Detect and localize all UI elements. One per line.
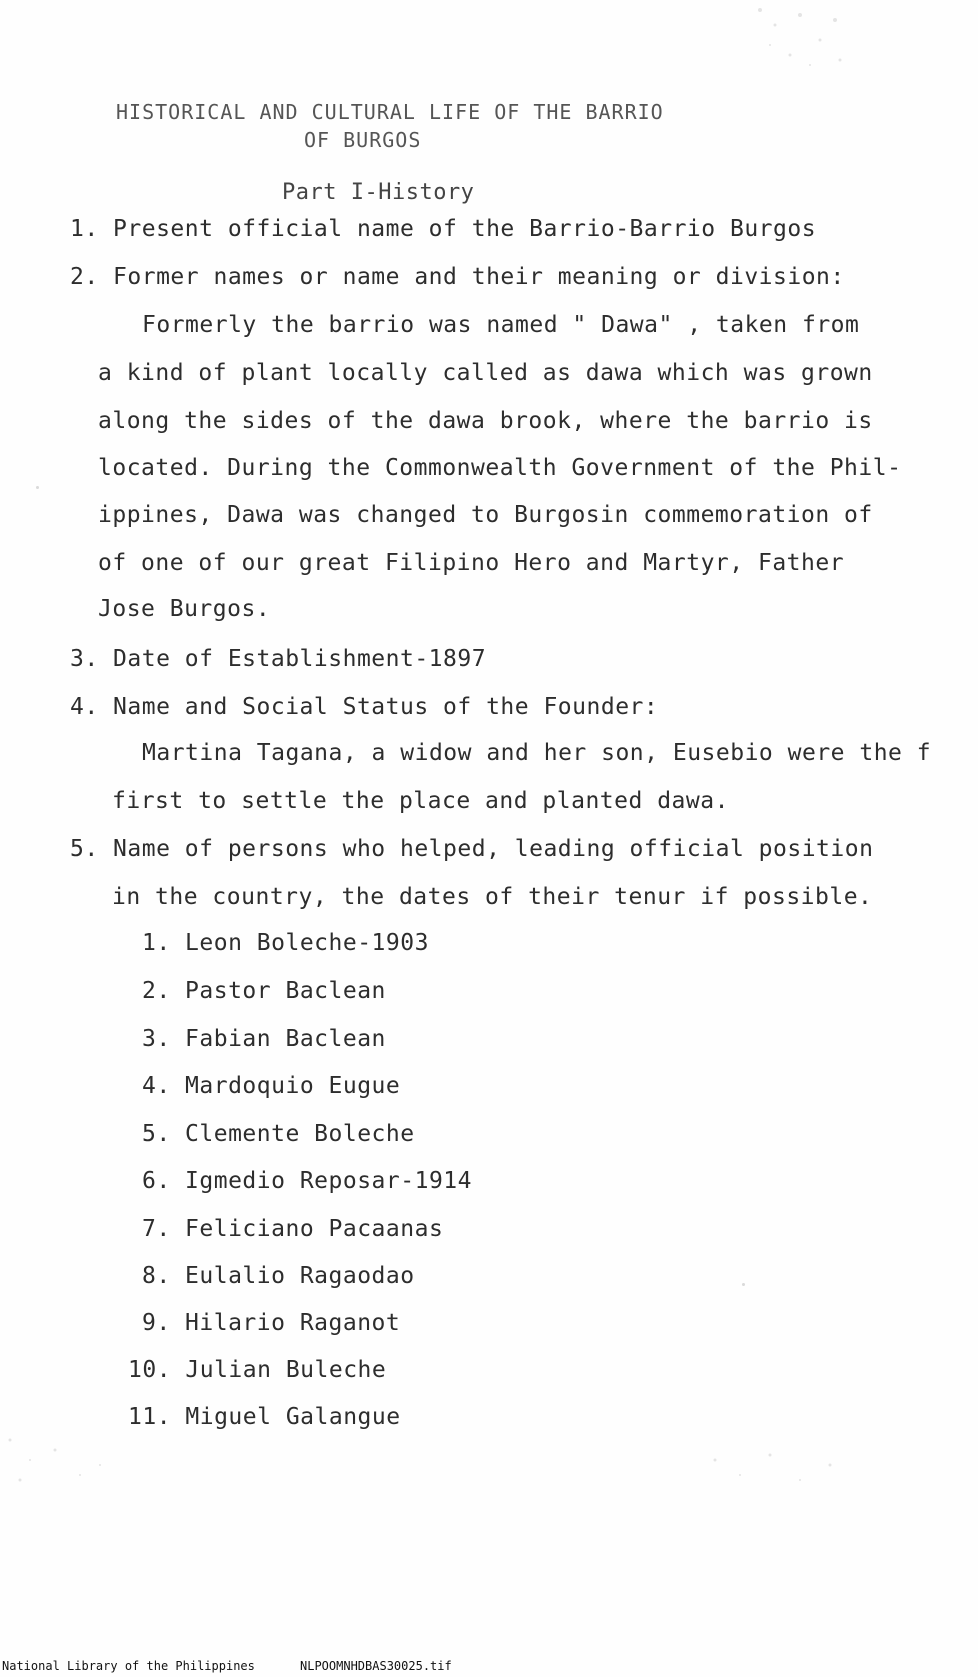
person-list-item: 9. Hilario Raganot — [142, 1310, 401, 1336]
item-2-text-line: Formerly the barrio was named " Dawa" , taken from — [142, 312, 860, 338]
person-list-item: 6. Igmedio Reposar-1914 — [142, 1168, 472, 1194]
person-list-item: 2. Pastor Baclean — [142, 978, 386, 1004]
scan-speck — [742, 1283, 745, 1286]
item-2-text-line: Jose Burgos. — [98, 596, 271, 622]
person-list-item: 1. Leon Boleche-1903 — [142, 930, 429, 956]
person-list-item: 4. Mardoquio Eugue — [142, 1073, 401, 1099]
part-heading: Part I-History — [282, 180, 475, 205]
scan-smudge-bottom-right — [700, 1440, 860, 1500]
item-2-text-line: along the sides of the dawa brook, where the barrio is — [98, 408, 873, 434]
document-title-continued: OF BURGOS — [304, 128, 422, 152]
scan-speck — [36, 486, 39, 489]
person-list-item: 3. Fabian Baclean — [142, 1026, 386, 1052]
item-4-text-line: Martina Tagana, a widow and her son, Eusebio were the f — [142, 740, 932, 766]
item-5-heading-continued: in the country, the dates of their tenur if possible. — [112, 884, 873, 910]
item-2-heading: 2. Former names or name and their meaning or division: — [70, 264, 845, 290]
item-2-text-line: located. During the Commonwealth Government of the Phil- — [98, 455, 902, 481]
footer-library: National Library of the Philippines — [2, 1659, 255, 1673]
item-4-heading: 4. Name and Social Status of the Founder: — [70, 694, 659, 720]
footer-file-id: NLPOOMNHDBAS30025.tif — [300, 1659, 452, 1673]
item-5-heading: 5. Name of persons who helped, leading official position — [70, 836, 874, 862]
item-2-text-line: ippines, Dawa was changed to Burgosin commemoration of — [98, 502, 873, 528]
person-list-item: 10. Julian Buleche — [128, 1357, 387, 1383]
item-2-text-line: a kind of plant locally called as dawa which was grown — [98, 360, 873, 386]
item-2-text-line: of one of our great Filipino Hero and Martyr, Father — [98, 550, 845, 576]
person-list-item: 11. Miguel Galangue — [128, 1404, 401, 1430]
scan-smudge-bottom-left — [0, 1420, 140, 1500]
scan-smudge-top-right — [740, 0, 860, 80]
person-list-item: 8. Eulalio Ragaodao — [142, 1263, 415, 1289]
person-list-item: 5. Clemente Boleche — [142, 1121, 415, 1147]
item-3: 3. Date of Establishment-1897 — [70, 646, 487, 672]
person-list-item: 7. Feliciano Pacaanas — [142, 1216, 444, 1242]
document-title: HISTORICAL AND CULTURAL LIFE OF THE BARRIO — [116, 100, 664, 124]
item-1: 1. Present official name of the Barrio-Barrio Burgos — [70, 216, 817, 242]
item-4-text-line: first to settle the place and planted dawa. — [112, 788, 729, 814]
